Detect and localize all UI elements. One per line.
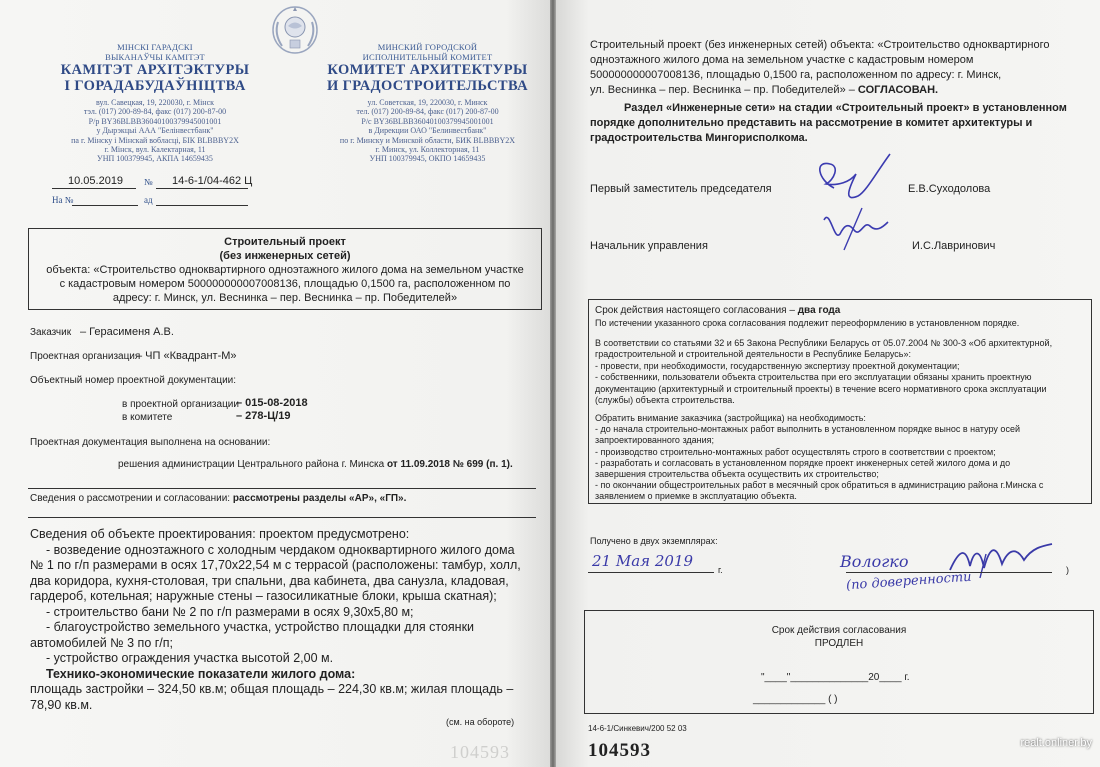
received-paren: ): [1066, 565, 1069, 575]
attn-line-8: заявлением о приемке в эксплуатацию объекта.: [595, 491, 797, 502]
tep-line-1: площадь застройки – 324,50 кв.м; общая площадь – 224,30 кв.м; жилая площадь –: [30, 682, 514, 696]
info-line-5: - строительство бани № 2 по г/п размерами в осях 9,30х5,80 м;: [46, 604, 414, 619]
tep-line-2: 78,90 кв.м.: [30, 697, 93, 712]
header-ru-addr-1: ул. Советская, 19, 220030, г. Минск: [367, 98, 488, 107]
attn-line-1: Обратить внимание заказчика (застройщика) на необходимость:: [595, 413, 866, 423]
review-value: рассмотрены разделы «АР», «ГП».: [232, 493, 407, 504]
approval-status: СОГЛАСОВАН.: [857, 84, 939, 96]
sign2-name: И.С.Лавринович: [912, 240, 996, 252]
attn-line-6: завершения строительства объекта осуществить их строительство;: [595, 469, 879, 480]
approval-line-1: Строительный проект (без инженерных сетей) объекта: «Строительство одноквартирного: [590, 39, 1050, 51]
header-ru-small-2: ИСПОЛНИТЕЛЬНЫЙ КОМИТЕТ: [362, 52, 493, 62]
project-line-2: с кадастровым номером 500000000007008136, площадью 0,1500 га, расположенном по: [59, 278, 511, 290]
networks-line-3: градостроительства Мингорисполкома.: [590, 132, 808, 144]
na-label: На №: [52, 195, 74, 205]
faint-serial: 104593: [450, 742, 510, 762]
law-line-5: документацию (архитектурный и строительный проекты) в течение всего нормативного срока эксплуатации: [595, 383, 1047, 394]
signature-received-icon: [946, 540, 1056, 580]
header-ru-big-2: И ГРАДОСТРОИТЕЛЬСТВА: [326, 78, 529, 94]
info-line-2: № 1 по г/п размерами в осях 17,70х22,54 м с террасой (расположены: тамбур, холл,: [30, 558, 521, 572]
right-page: [556, 0, 1100, 767]
header-ru-big-1: КОМИТЕТ АРХИТЕКТУРЫ: [327, 62, 528, 78]
in-com-label: в комитете: [122, 412, 173, 423]
project-line-1: объекта: «Строительство одноквартирного одноэтажного жилого дома на земельном участке: [46, 264, 524, 276]
info-line-3: два коридора, кухня-столовая, три спальни, два кабинета, два санузла, кладовая,: [30, 573, 509, 588]
project-title-1: Строительный проект: [224, 236, 346, 248]
tep-head: Технико-экономические показатели жилого дома:: [46, 666, 356, 681]
received-note: (по доверенности: [845, 569, 973, 594]
serial-number: 104593: [588, 740, 651, 761]
extension-box: [584, 610, 1094, 714]
project-title-2: (без инженерных сетей): [219, 250, 351, 262]
header-by-addr-1: вул. Савецкая, 19, 220030, г. Мінск: [95, 98, 215, 107]
received-g: г.: [718, 565, 723, 575]
header-by-addr-5: па г. Мінску і Мінскай вобласці, БІК BLBBBY2X: [71, 135, 239, 145]
na-ad: ад: [144, 195, 153, 205]
received-date: 21 Мая 2019: [592, 552, 694, 570]
conditions-box: [588, 299, 1092, 504]
header-ru-addr-3: Р/с BY36BLBB36040100379945001001: [361, 116, 494, 126]
proj-org-value: – ЧП «Квадрант-М»: [136, 350, 237, 362]
networks-line-2: порядке дополнительно представить на рассмотрение в комитет архитектуры и: [590, 117, 1033, 129]
header-ru-addr-7: УНП 100379945, ОКПО 14659435: [369, 154, 486, 164]
approval-line-4: ул. Веснинка – пер. Веснинка – пр. Победителей» –: [590, 84, 855, 96]
zakazchik-value: – Герасименя А.В.: [80, 326, 174, 338]
header-ru-addr-6: г. Минск, ул. Коллекторная, 11: [375, 145, 480, 155]
info-line-7: автомобилей № 3 по г/п;: [30, 635, 174, 650]
header-by-addr-2: тэл. (017) 200-89-84, факс (017) 200-87-00: [83, 107, 227, 117]
sign1-name: Е.В.Суходолова: [908, 183, 991, 195]
header-by-addr-7: УНП 100379945, АКПА 14659435: [97, 154, 213, 164]
header-by-addr-4: у Дырэкцыі ААА "Белінвестбанк": [96, 126, 214, 136]
info-line-8: - устройство ограждения участка высотой 2,00 м.: [46, 651, 334, 665]
project-line-3: адресу: г. Минск, ул. Веснинка – пер. Веснинка – пр. Победителей»: [112, 292, 458, 304]
obj-num-label: Объектный номер проектной документации:: [30, 375, 237, 386]
attn-line-7: - по окончании общестроительных работ в месячный срок обратиться в администрацию района г.Минска с: [595, 480, 1044, 491]
attn-line-3: запроектированного здания;: [595, 435, 714, 446]
attn-line-5: - разработать и согласовать в установленном порядке проект инженерных сетей жилого дома и до: [595, 457, 1011, 468]
review-label: Сведения о рассмотрении и согласовании:: [30, 493, 231, 504]
see-back: (см. на обороте): [446, 717, 515, 727]
validity-note: По истечении указанного срока согласования подлежит переоформлению в установленном порядке.: [595, 318, 1020, 328]
law-line-2: градостроительной и строительной деятельности в Республике Беларусь»:: [595, 349, 911, 360]
info-section: [30, 527, 530, 713]
header-by-addr-3: Р/р BY36BLBB36040100379945001001: [88, 116, 222, 126]
extension-date: "____"______________20____ г.: [761, 672, 910, 683]
header-ru-addr-4: в Дирекции ОАО "Белинвестбанк": [368, 126, 487, 136]
law-line-6: (службы) объекта строительства.: [595, 395, 735, 406]
project-box: [28, 228, 542, 310]
networks-paragraph: [590, 101, 1090, 146]
in-org-value: – 015-08-2018: [236, 397, 308, 409]
watermark: realt.onliner.by: [1020, 737, 1092, 749]
header-by-small-1: МІНСКІ ГАРАДСКІ: [117, 42, 193, 52]
law-line-3: - провести, при необходимости, государственную экспертизу проектной документации;: [595, 360, 960, 371]
law-line-4: - собственники, пользователи объекта строительства при его эксплуатации обязаны хранить проектную: [595, 372, 1032, 383]
extension-title: Срок действия согласования: [771, 625, 907, 636]
proj-org-label: Проектная организация: [30, 351, 141, 362]
attn-line-4: - производство строительно-монтажных работ осуществлять строго в соответствии с проектом;: [595, 446, 996, 457]
approval-line-2: одноэтажного жилого дома на земельном участке с кадастровым номером: [590, 54, 974, 66]
info-line-4: гардероб, котельная; наружные стены – газосиликатные блоки, крыша скатная);: [30, 589, 497, 603]
validity-label: Срок действия настоящего согласования –: [595, 305, 795, 316]
attention-block: [595, 413, 1085, 503]
extension-sign: _____________ ( ): [753, 694, 838, 705]
in-com-value: – 278-Ц/19: [236, 410, 291, 422]
received-label: Получено в двух экземплярах:: [590, 536, 718, 546]
networks-line-1: Раздел «Инженерные сети» на стадии «Строительный проект» в установленном: [624, 102, 1067, 114]
header-ru: [310, 42, 545, 164]
header-by-addr-6: г. Мінск, вул. Калектарная, 11: [104, 145, 206, 155]
info-line-1: - возведение одноэтажного с холодным чердаком одноквартирного жилого дома: [46, 542, 515, 557]
basis-label: Проектная документация выполнена на основании:: [30, 437, 271, 448]
header-by-big-1: КАМІТЭТ АРХІТЭКТУРЫ: [60, 62, 250, 78]
header-ru-addr-2: тел. (017) 200-89-84, факс (017) 200-87-00: [356, 107, 499, 117]
signature-suhodolova-icon: [804, 150, 894, 254]
law-line-1: В соответствии со статьями 32 и 65 Закона Республики Беларусь от 05.07.2004 № 300-З «Об архитектурной,: [595, 338, 1053, 348]
sign1-role: Первый заместитель председателя: [590, 183, 772, 195]
reg-no-label: №: [144, 177, 153, 187]
attn-line-2: - до начала строительно-монтажных работ выполнить в установленном порядке вынос в натуру осей: [595, 424, 1020, 435]
review-row: [30, 492, 406, 505]
header-by: [40, 42, 270, 164]
approval-paragraph: [590, 38, 1088, 98]
received-name: Вологко: [840, 552, 909, 571]
validity-row: [595, 304, 840, 317]
header-by-big-2: І ГОРАДАБУДАЎНІЦТВА: [64, 78, 246, 94]
reg-date: 10.05.2019: [68, 175, 124, 187]
validity-value: два года: [797, 305, 841, 316]
header-ru-addr-5: по г. Минску и Минской области, БИК BLBBBY2X: [339, 135, 516, 145]
extension-sub: ПРОДЛЕН: [814, 638, 864, 649]
in-org-label: в проектной организации: [122, 399, 239, 410]
info-head: Сведения об объекте проектирования: проектом предусмотрено:: [30, 527, 410, 541]
zakazchik-label: Заказчик: [30, 327, 72, 338]
reg-no: 14-6-1/04-462 Ц: [172, 175, 253, 187]
basis-bold: от 11.09.2018 № 699 (п. 1).: [386, 459, 513, 470]
header-by-small-2: ВЫКАНАЎЧЫ КАМІТЭТ: [105, 52, 205, 62]
sign2-role: Начальник управления: [590, 240, 708, 252]
approval-line-3: 500000000007008136, площадью 0,1500 га, расположенном по адресу: г. Минск,: [590, 69, 1002, 81]
header-ru-small-1: МИНСКИЙ ГОРОДСКОЙ: [377, 42, 478, 52]
law-block: [595, 338, 1085, 406]
basis-pre: решения администрации Центрального района г. Минска: [118, 459, 385, 470]
info-line-6: - благоустройство земельного участка, устройство площадки для стоянки: [46, 620, 475, 634]
basis-text: [118, 458, 513, 471]
form-number: 14-6-1/Синкевич/200 52 03: [588, 724, 687, 733]
